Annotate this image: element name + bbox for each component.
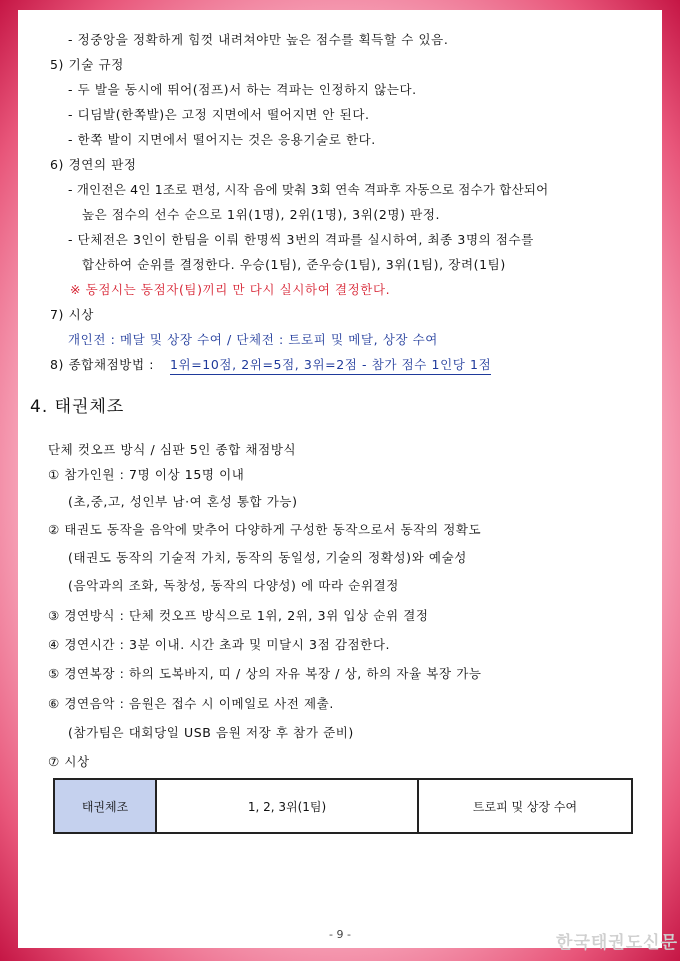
section-title: 4. 태권체조 xyxy=(30,397,125,417)
table-cell-event: 태권체조 xyxy=(54,779,156,833)
text-line: ① 참가인원 : 7명 이상 15명 이내 xyxy=(48,467,245,482)
document-page xyxy=(18,10,662,948)
text-line: (태권도 동작의 기술적 가치, 동작의 동일성, 기술의 정확성)와 예술성 xyxy=(68,550,467,565)
text-line: ⑦ 시상 xyxy=(48,754,90,769)
text-line: 합산하여 순위를 결정한다. 우승(1팀), 준우승(1팀), 3위(1팀), 장려(1팀) xyxy=(82,257,506,272)
text-line: - 정중앙을 정확하게 힘껏 내려쳐야만 높은 점수를 획득할 수 있음. xyxy=(68,32,449,47)
subheading: 5) 기술 규정 xyxy=(50,57,124,72)
award-line: 개인전 : 메달 및 상장 수여 / 단체전 : 트로피 및 메달, 상장 수여 xyxy=(68,332,438,347)
text-line: - 두 발을 동시에 뛰어(점프)서 하는 격파는 인정하지 않는다. xyxy=(68,82,417,97)
subheading: 8) 종합채점방법 : xyxy=(50,357,155,372)
text-line: (초,중,고, 성인부 남·여 혼성 통합 가능) xyxy=(68,494,298,509)
note-line: ※ 동점시는 동점자(팀)끼리 만 다시 실시하여 결정한다. xyxy=(70,282,391,297)
text-line: - 단체전은 3인이 한팀을 이뤄 한명씩 3번의 격파를 실시하여, 최종 3명의 점수를 xyxy=(68,232,534,247)
text-line: - 디딤발(한쪽발)은 고정 지면에서 떨어지면 안 된다. xyxy=(68,107,370,122)
text-line: ③ 경연방식 : 단체 컷오프 방식으로 1위, 2위, 3위 입상 순위 결정 xyxy=(48,608,429,623)
watermark: 한국태권도신문 xyxy=(556,933,678,953)
text-line: - 개인전은 4인 1조로 편성, 시작 음에 맞춰 3회 연속 격파후 자동으로 점수가 합산되어 xyxy=(68,182,549,197)
table-cell-prize: 트로피 및 상장 수여 xyxy=(418,779,632,833)
text-line: ② 태권도 동작을 음악에 맞추어 다양하게 구성한 동작으로서 동작의 정확도 xyxy=(48,522,482,537)
text-line: ⑤ 경연복장 : 하의 도복바지, 띠 / 상의 자유 복장 / 상, 하의 자율 복장 가능 xyxy=(48,666,482,681)
text-line: (음악과의 조화, 독창성, 동작의 다양성) 에 따라 순위결정 xyxy=(68,578,399,593)
subheading: 7) 시상 xyxy=(50,307,94,322)
text-line: - 한쪽 발이 지면에서 떨어지는 것은 응용기술로 한다. xyxy=(68,132,376,147)
text-line: ④ 경연시간 : 3분 이내. 시간 초과 및 미달시 3점 감점한다. xyxy=(48,637,391,652)
subheading: 6) 경연의 판정 xyxy=(50,157,137,172)
page-number: - 9 - xyxy=(329,928,351,941)
text-line: (참가팀은 대회당일 USB 음원 저장 후 참가 준비) xyxy=(68,725,354,740)
text-line: 단체 컷오프 방식 / 심판 5인 종합 채점방식 xyxy=(48,442,297,457)
awards-table xyxy=(53,778,633,834)
scoring-method: 1위=10점, 2위=5점, 3위=2점 - 참가 점수 1인당 1점 xyxy=(170,355,491,375)
table-cell-ranks: 1, 2, 3위(1팀) xyxy=(156,779,418,833)
table-row xyxy=(54,779,632,833)
text-line: 높은 점수의 선수 순으로 1위(1명), 2위(1명), 3위(2명) 판정. xyxy=(82,207,441,222)
text-line: ⑥ 경연음악 : 음원은 접수 시 이메일로 사전 제출. xyxy=(48,696,334,711)
